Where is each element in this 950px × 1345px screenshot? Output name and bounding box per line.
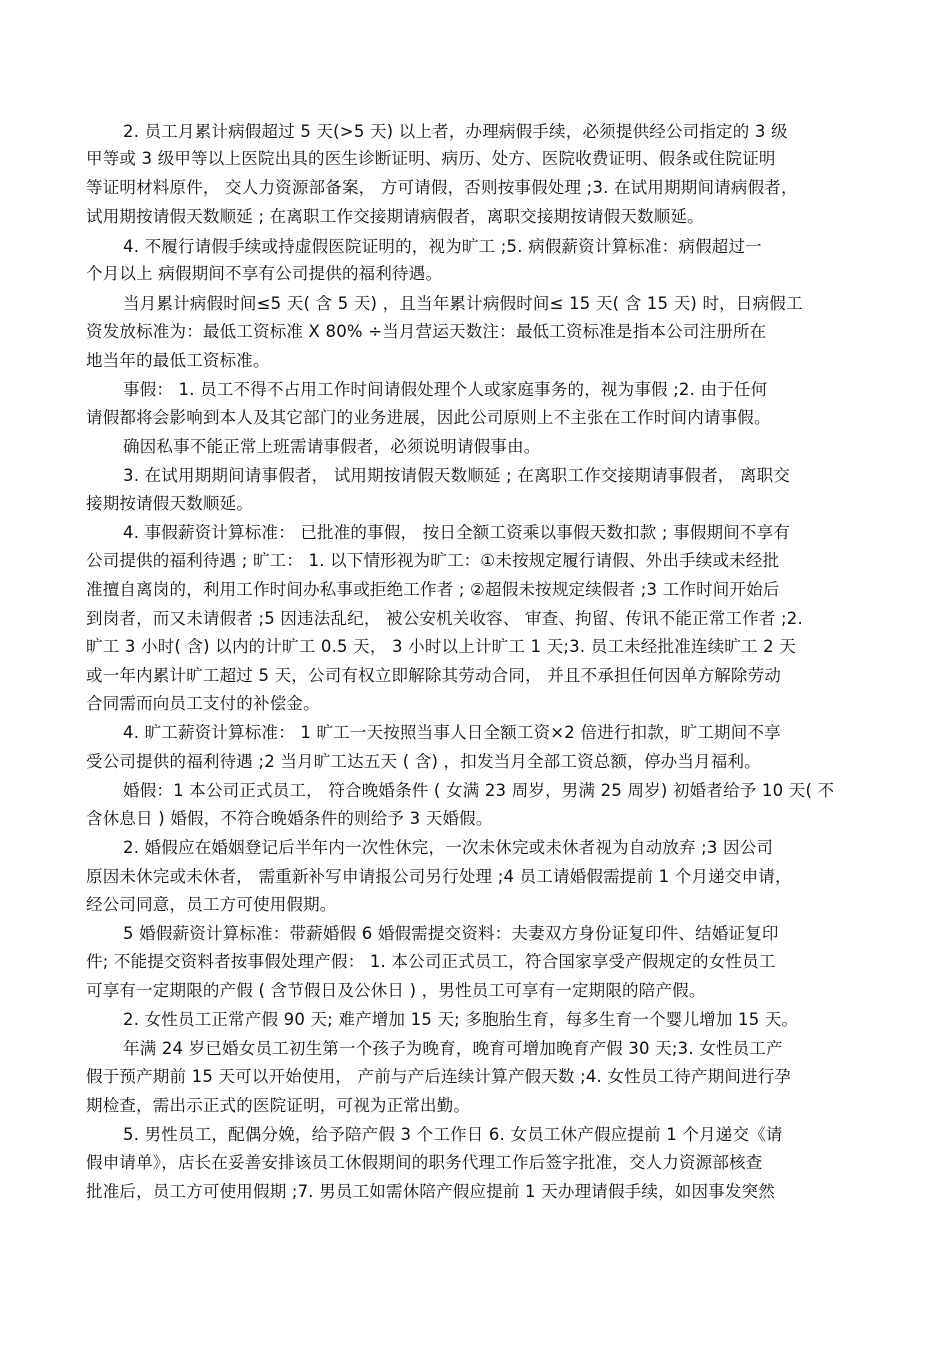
text-line: 受公司提供的福利待遇 ;2 当月旷工达五天 ( 含) ，扣发当月全部工资总额，停办当月福利。 (86, 752, 761, 771)
text-line: 假于预产期前 15 天可以开始使用， 产前与产后连续计算产假天数 ;4. 女性员工待产期间进行孕 (86, 1067, 792, 1086)
text-line: 接期按请假天数顺延。 (86, 494, 253, 513)
text-line: 2. 女性员工正常产假 90 天; 难产增加 15 天; 多胞胎生育，每多生育一个婴儿增加 15 天。 (123, 1010, 799, 1029)
text-line: 或一年内累计旷工超过 5 天，公司有权立即解除其劳动合同， 并且不承担任何因单方解除劳动 (86, 666, 782, 685)
text-line: 合同需而向员工支付的补偿金。 (86, 694, 320, 713)
text-line: 事假： 1. 员工不得不占用工作时间请假处理个人或家庭事务的，视为事假 ;2. 由于任何 (123, 380, 768, 399)
text-line: 期检查，需出示正式的医院证明，可视为正常出勤。 (86, 1096, 471, 1115)
text-line: 5 婚假薪资计算标准：带薪婚假 6 婚假需提交资料：夫妻双方身份证复印件、结婚证复印 (123, 924, 779, 943)
text-line: 可享有一定期限的产假 ( 含节假日及公休日 ) ，男性员工可享有一定期限的陪产假。 (86, 981, 706, 1000)
text-line: 请假都将会影响到本人及其它部门的业务进展，因此公司原则上不主张在工作时间内请事假。 (86, 408, 771, 427)
text-line: 批准后，员工方可使用假期 ;7. 男员工如需休陪产假应提前 1 天办理请假手续，如因事发突然 (86, 1182, 775, 1201)
text-line: 确因私事不能正常上班需请事假者，必须说明请假事由。 (123, 437, 541, 456)
text-line: 2. 婚假应在婚姻登记后半年内一次性休完，一次未休完或未休者视为自动放弃 ;3 因公司 (123, 838, 774, 857)
text-line: 经公司同意，员工方可使用假期。 (86, 895, 337, 914)
text-line: 4. 旷工薪资计算标准： 1 旷工一天按照当事人日全额工资×2 倍进行扣款，旷工期间不享 (123, 723, 781, 742)
text-line: 到岗者，而又未请假者 ;5 因违法乱纪， 被公安机关收容、 审查、拘留、传讯不能正常工作者 ;2. (86, 609, 803, 628)
text-line: 5. 男性员工，配偶分娩，给予陪产假 3 个工作日 6. 女员工休产假应提前 1 个月递交《请 (123, 1125, 783, 1144)
text-line: 4. 不履行请假手续或持虚假医院证明的，视为旷工 ;5. 病假薪资计算标准：病假超过一 (123, 237, 762, 256)
text-line: 等证明材料原件， 交人力资源部备案， 方可请假，否则按事假处理 ;3. 在试用期期间请病假者， (86, 178, 798, 197)
text-line: 地当年的最低工资标准。 (86, 351, 270, 370)
text-line: 资发放标准为：最低工资标准 X 80% ÷当月营运天数注：最低工资标准是指本公司注册所在 (86, 322, 767, 341)
text-line: 含休息日 ) 婚假，不符合晚婚条件的则给予 3 天婚假。 (86, 809, 493, 828)
text-line: 准擅自离岗的，利用工作时间办私事或拒绝工作者 ; ②超假未按规定续假者 ;3 工作时间开始后 (86, 580, 780, 599)
text-line: 3. 在试用期期间请事假者， 试用期按请假天数顺延 ; 在离职工作交接期请事假者， 离职交 (123, 466, 791, 485)
text-line: 2. 员工月累计病假超过 5 天(>5 天) 以上者，办理病假手续，必须提供经公司指定的 3 级 (123, 122, 788, 141)
text-line: 件; 不能提交资料者按事假处理产假： 1. 本公司正式员工，符合国家享受产假规定的女性员工 (86, 952, 776, 971)
text-line: 假申请单》，店长在妥善安排该员工休假期间的职务代理工作后签字批准，交人力资源部核查 (86, 1153, 763, 1172)
text-line: 试用期按请假天数顺延 ; 在离职工作交接期请病假者，离职交接期按请假天数顺延。 (86, 207, 704, 226)
text-line: 4. 事假薪资计算标准： 已批准的事假， 按日全额工资乘以事假天数扣款 ; 事假期间不享有 (123, 523, 791, 542)
text-line: 原因未休完或未休者， 需重新补写申请报公司另行处理 ;4 员工请婚假需提前 1 个月递交申请， (86, 867, 792, 886)
text-line: 婚假：1 本公司正式员工， 符合晚婚条件 ( 女满 23 周岁，男满 25 周岁) 初婚者给予 10 天( 不 (123, 781, 835, 800)
text-line: 旷工 3 小时( 含) 以内的计旷工 0.5 天， 3 小时以上计旷工 1 天;3. 员工未经批准连续旷工 2 天 (86, 637, 796, 656)
text-line: 当月累计病假时间≤5 天( 含 5 天) ，且当年累计病假时间≤ 15 天( 含 15 天) 时，日病假工 (123, 294, 803, 313)
text-line: 公司提供的福利待遇 ; 旷工： 1. 以下情形视为旷工：①未按规定履行请假、外出手续或未经批 (86, 551, 780, 570)
text-line: 年满 24 岁已婚女员工初生第一个孩子为晚育，晚育可增加晚育产假 30 天;3. 女性员工产 (123, 1039, 783, 1058)
text-line: 甲等或 3 级甲等以上医院出具的医生诊断证明、病历、处方、医院收费证明、假条或住院证明 (86, 149, 776, 168)
text-line: 个月以上 病假期间不享有公司提供的福利待遇。 (86, 264, 443, 283)
